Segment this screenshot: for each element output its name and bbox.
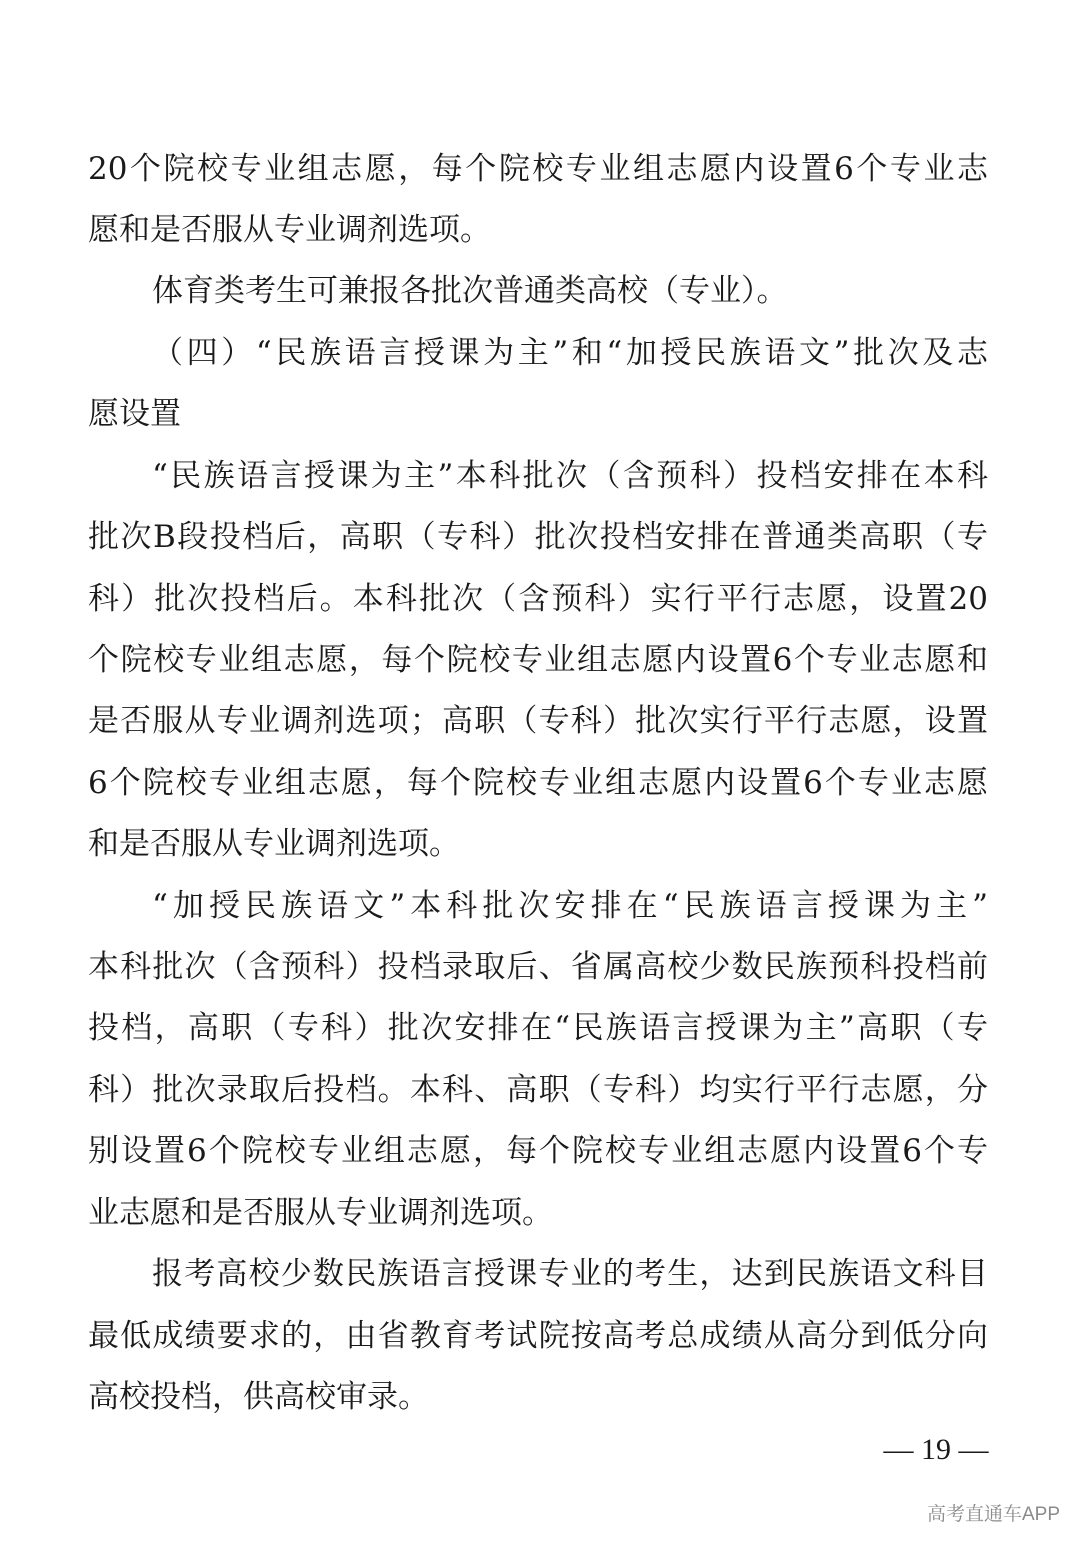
text-line: 是否服从专业调剂选项；高职（专科）批次实行平行志愿，设置: [88, 703, 988, 739]
section-heading-line: 愿设置: [88, 396, 181, 432]
text-line: 科）批次投档后。本科批次（含预科）实行平行志愿，设置20: [88, 581, 988, 617]
text-line: 个院校专业组志愿，每个院校专业组志愿内设置6个专业志愿和: [88, 642, 988, 678]
text-line: 报考高校少数民族语言授课专业的考生，达到民族语文科目: [152, 1256, 988, 1292]
text-line: “加授民族语文”本科批次安排在“民族语言授课为主”: [152, 888, 988, 924]
page-number: — 19 —: [883, 1433, 989, 1466]
text-line: 批次B段投档后，高职（专科）批次投档安排在普通类高职（专: [88, 519, 988, 555]
text-line: 业志愿和是否服从专业调剂选项。: [88, 1195, 553, 1231]
text-line: 和是否服从专业调剂选项。: [88, 826, 460, 862]
text-line: 最低成绩要求的，由省教育考试院按高考总成绩从高分到低分向: [88, 1318, 988, 1354]
text-line: 本科批次（含预科）投档录取后、省属高校少数民族预科投档前: [88, 949, 988, 985]
text-line: 愿和是否服从专业调剂选项。: [88, 212, 491, 248]
section-heading-line: （四）“民族语言授课为主”和“加授民族语文”批次及志: [152, 335, 988, 371]
text-line: 别设置6个院校专业组志愿，每个院校专业组志愿内设置6个专: [88, 1133, 988, 1169]
watermark: 高考直通车APP: [926, 1504, 1060, 1525]
text-line: 6个院校专业组志愿，每个院校专业组志愿内设置6个专业志愿: [88, 765, 988, 801]
text-line: 投档，高职（专科）批次安排在“民族语言授课为主”高职（专: [88, 1010, 988, 1046]
text-line: 科）批次录取后投档。本科、高职（专科）均实行平行志愿，分: [88, 1072, 988, 1108]
text-line: “民族语言授课为主”本科批次（含预科）投档安排在本科: [152, 458, 988, 494]
text-line: 体育类考生可兼报各批次普通类高校（专业）。: [152, 273, 788, 309]
text-line: 20个院校专业组志愿，每个院校专业组志愿内设置6个专业志: [88, 151, 988, 187]
text-line: 高校投档，供高校审录。: [88, 1379, 429, 1415]
